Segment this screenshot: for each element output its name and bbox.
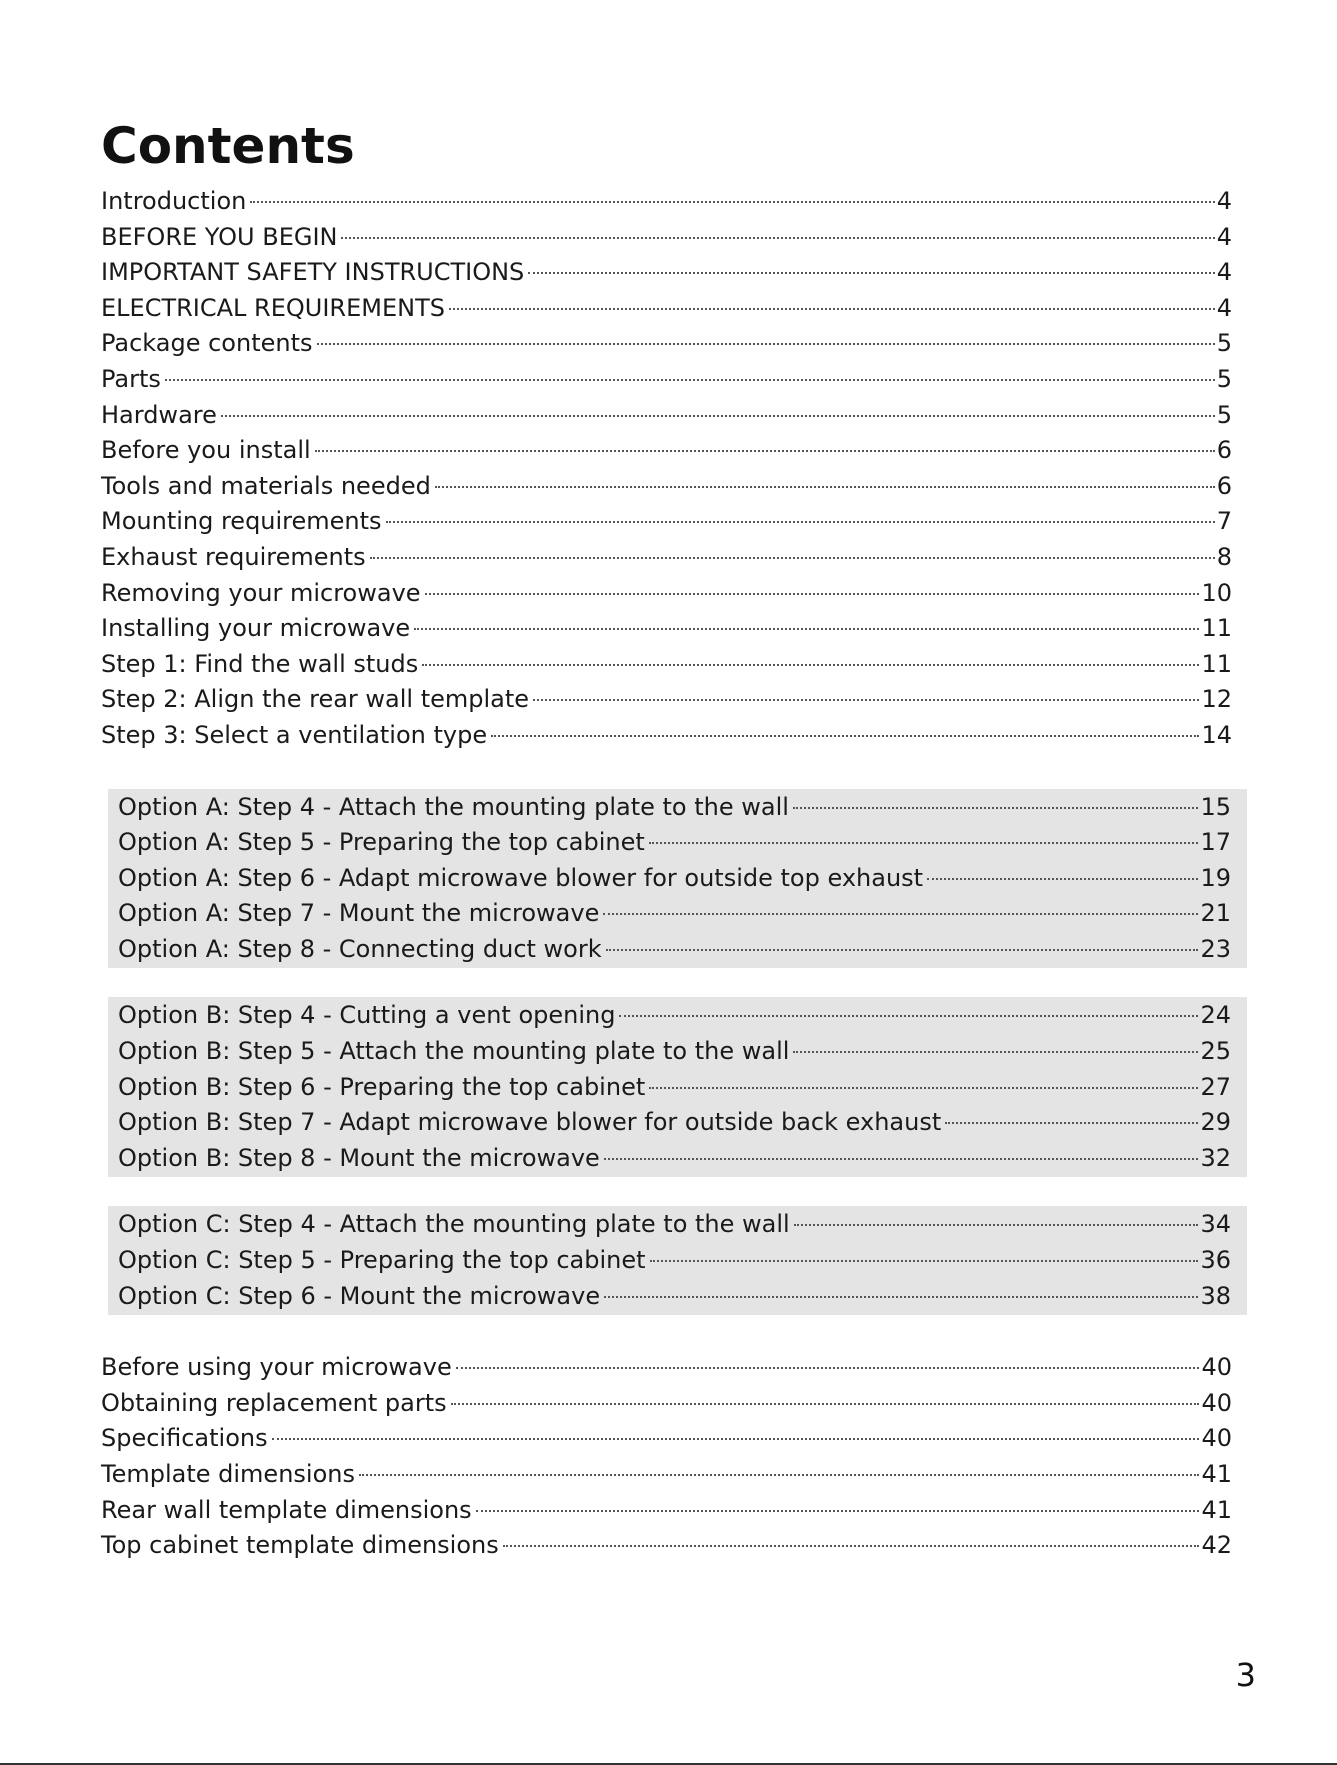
toc-entry[interactable] xyxy=(101,576,1232,612)
toc-entry-title: Parts xyxy=(101,364,161,393)
toc-entry[interactable] xyxy=(118,1141,1231,1177)
toc-entry-page: 36 xyxy=(1200,1246,1231,1275)
dot-leader xyxy=(945,1122,1198,1124)
dot-leader xyxy=(425,593,1200,595)
toc-entry-title: Option B: Step 4 - Cutting a vent opening xyxy=(118,1001,616,1030)
toc-entry-page: 6 xyxy=(1216,436,1232,465)
toc-entry-page: 4 xyxy=(1216,293,1232,322)
toc-entry[interactable] xyxy=(101,647,1232,683)
toc-entry[interactable] xyxy=(101,682,1232,718)
toc-entry-page: 10 xyxy=(1201,578,1232,607)
toc-entry-title: Installing your microwave xyxy=(101,614,411,643)
toc-entry[interactable] xyxy=(101,1493,1232,1529)
toc-entry[interactable] xyxy=(101,718,1232,754)
toc-entry[interactable] xyxy=(101,540,1232,576)
toc-entry-page: 4 xyxy=(1216,222,1232,251)
toc-entry[interactable] xyxy=(118,1070,1231,1106)
dot-leader xyxy=(649,1087,1198,1089)
toc-entry[interactable] xyxy=(101,184,1232,220)
toc-entry-title: BEFORE YOU BEGIN xyxy=(101,222,338,251)
toc-entry-page: 38 xyxy=(1200,1281,1231,1310)
toc-entry-page: 40 xyxy=(1201,1388,1232,1417)
toc-entry-title: Specifications xyxy=(101,1424,268,1453)
toc-entry-page: 12 xyxy=(1201,685,1232,714)
toc-entry-title: Obtaining replacement parts xyxy=(101,1388,447,1417)
toc-entry-title: Option A: Step 8 - Connecting duct work xyxy=(118,934,602,963)
toc-entry-title: Template dimensions xyxy=(101,1460,355,1488)
toc-entry-title: Option A: Step 5 - Preparing the top cabinet xyxy=(118,828,645,857)
toc-entry[interactable] xyxy=(118,861,1231,897)
toc-entry[interactable] xyxy=(118,932,1231,968)
toc-entry[interactable] xyxy=(101,255,1232,291)
dot-leader xyxy=(449,308,1215,310)
toc-entry[interactable] xyxy=(118,1105,1231,1141)
dot-leader xyxy=(456,1367,1200,1369)
toc-entry[interactable] xyxy=(101,1528,1232,1564)
dot-leader xyxy=(606,949,1199,951)
toc-entry-title: Option B: Step 5 - Attach the mounting plate to the wall xyxy=(118,1037,790,1066)
toc-entry[interactable] xyxy=(101,1421,1232,1457)
toc-option-a-section xyxy=(108,789,1247,969)
toc-entry[interactable] xyxy=(101,398,1232,434)
toc-entry-title: Before using your microwave xyxy=(101,1353,452,1382)
toc-entry-title: Exhaust requirements xyxy=(101,542,366,571)
toc-entry[interactable] xyxy=(118,998,1231,1034)
toc-entry-page: 15 xyxy=(1200,792,1231,821)
toc-entry-page: 4 xyxy=(1216,187,1232,215)
dot-leader xyxy=(315,450,1215,452)
dot-leader xyxy=(414,628,1199,630)
dot-leader xyxy=(221,415,1215,417)
toc-entry[interactable] xyxy=(118,896,1231,932)
toc-entry-page: 34 xyxy=(1200,1210,1231,1239)
toc-entry[interactable] xyxy=(118,1034,1231,1070)
toc-entry-page: 41 xyxy=(1201,1460,1232,1488)
dot-leader xyxy=(435,486,1215,488)
toc-entry-page: 6 xyxy=(1216,471,1232,500)
toc-entry-page: 5 xyxy=(1216,329,1232,358)
toc-entry-title: Rear wall template dimensions xyxy=(101,1495,472,1524)
toc-entry-title: Removing your microwave xyxy=(101,578,421,607)
toc-entry[interactable] xyxy=(101,469,1232,505)
dot-leader xyxy=(272,1438,1200,1440)
toc-entry-page: 27 xyxy=(1200,1072,1231,1101)
dot-leader xyxy=(370,557,1215,559)
toc-entry[interactable] xyxy=(101,362,1232,398)
toc-entry-page: 25 xyxy=(1200,1037,1231,1066)
dot-leader xyxy=(649,842,1199,844)
dot-leader xyxy=(604,1158,1199,1160)
toc-entry-title: Option A: Step 7 - Mount the microwave xyxy=(118,899,600,928)
toc-entry-title: Option A: Step 4 - Attach the mounting plate to the wall xyxy=(118,792,789,821)
toc-entry[interactable] xyxy=(101,326,1232,362)
dot-leader xyxy=(650,1260,1199,1262)
toc-entry-page: 32 xyxy=(1200,1143,1231,1172)
page-number: 3 xyxy=(1235,1656,1256,1694)
dot-leader xyxy=(359,1474,1199,1476)
dot-leader xyxy=(491,735,1199,737)
dot-leader xyxy=(165,379,1215,381)
toc-entry-page: 42 xyxy=(1201,1531,1232,1560)
toc-entry-page: 24 xyxy=(1200,1001,1231,1030)
toc-entry-title: Option B: Step 6 - Preparing the top cabinet xyxy=(118,1072,646,1101)
toc-entry-page: 21 xyxy=(1200,899,1231,928)
dot-leader xyxy=(793,807,1199,809)
toc-entry-title: Package contents xyxy=(101,329,313,358)
dot-leader xyxy=(503,1545,1200,1547)
toc-entry-page: 11 xyxy=(1201,614,1232,643)
toc-entry-title: Introduction xyxy=(101,187,247,215)
toc-entry[interactable] xyxy=(118,1279,1231,1315)
toc-entry-title: Mounting requirements xyxy=(101,507,382,536)
toc-entry-title: Step 3: Select a ventilation type xyxy=(101,720,488,749)
dot-leader xyxy=(528,272,1214,274)
page-title: Contents xyxy=(101,117,355,175)
dot-leader xyxy=(422,664,1199,666)
toc-entry[interactable] xyxy=(118,1207,1231,1243)
dot-leader xyxy=(317,343,1215,345)
dot-leader xyxy=(533,699,1199,701)
toc-entry-page: 40 xyxy=(1201,1353,1232,1382)
toc-entry-page: 7 xyxy=(1216,507,1232,536)
dot-leader xyxy=(476,1510,1200,1512)
toc-entry-title: Hardware xyxy=(101,400,217,429)
dot-leader xyxy=(451,1403,1200,1405)
toc-entry[interactable] xyxy=(118,825,1231,861)
toc-entry-page: 40 xyxy=(1201,1424,1232,1453)
toc-entry-title: Option B: Step 7 - Adapt microwave blower for outside back exhaust xyxy=(118,1108,942,1137)
toc-entry-page: 23 xyxy=(1200,934,1231,963)
dot-leader xyxy=(619,1015,1198,1017)
toc-entry[interactable] xyxy=(101,611,1232,647)
dot-leader xyxy=(250,201,1214,203)
toc-entry-title: Top cabinet template dimensions xyxy=(101,1531,499,1560)
table-of-contents xyxy=(101,184,1232,1564)
toc-entry[interactable] xyxy=(101,1386,1232,1422)
toc-entry-page: 8 xyxy=(1216,542,1232,571)
toc-entry-title: Before you install xyxy=(101,436,311,465)
dot-leader xyxy=(794,1224,1199,1226)
toc-entry-page: 41 xyxy=(1201,1495,1232,1524)
toc-entry-title: Option A: Step 6 - Adapt microwave blower for outside top exhaust xyxy=(118,863,924,892)
toc-entry-page: 19 xyxy=(1200,863,1231,892)
dot-leader xyxy=(927,878,1198,880)
dot-leader xyxy=(386,521,1215,523)
toc-entry[interactable] xyxy=(118,790,1231,826)
toc-entry-page: 17 xyxy=(1200,828,1231,857)
toc-entry-title: Option B: Step 8 - Mount the microwave xyxy=(118,1143,600,1172)
toc-entry-title: Option C: Step 6 - Mount the microwave xyxy=(118,1281,601,1310)
toc-entry-title: Option C: Step 5 - Preparing the top cabinet xyxy=(118,1246,646,1275)
toc-entry-title: Step 1: Find the wall studs xyxy=(101,649,419,678)
toc-option-b-section xyxy=(108,997,1247,1177)
toc-main-section xyxy=(101,184,1232,754)
toc-entry-page: 4 xyxy=(1216,258,1232,287)
toc-entry-title: ELECTRICAL REQUIREMENTS xyxy=(101,293,445,322)
toc-entry[interactable] xyxy=(101,220,1232,256)
toc-entry-page: 11 xyxy=(1201,649,1232,678)
dot-leader xyxy=(604,1296,1198,1298)
toc-entry-title: Tools and materials needed xyxy=(101,471,431,500)
toc-entry[interactable] xyxy=(101,433,1232,469)
dot-leader xyxy=(341,237,1214,239)
toc-entry[interactable] xyxy=(101,1350,1232,1386)
toc-entry-page: 29 xyxy=(1200,1108,1231,1137)
dot-leader xyxy=(603,913,1198,915)
toc-entry-title: IMPORTANT SAFETY INSTRUCTIONS xyxy=(101,258,525,287)
dot-leader xyxy=(793,1051,1198,1053)
toc-entry[interactable] xyxy=(101,504,1232,540)
toc-option-c-section xyxy=(108,1206,1247,1315)
toc-entry-page: 5 xyxy=(1216,400,1232,429)
toc-entry[interactable] xyxy=(118,1243,1231,1279)
toc-entry-title: Step 2: Align the rear wall template xyxy=(101,685,530,714)
toc-closing-section xyxy=(101,1350,1232,1564)
toc-entry-page: 5 xyxy=(1216,364,1232,393)
toc-entry-title: Option C: Step 4 - Attach the mounting plate to the wall xyxy=(118,1210,790,1239)
toc-entry-page: 14 xyxy=(1201,720,1232,749)
toc-entry[interactable] xyxy=(101,291,1232,327)
toc-entry[interactable] xyxy=(101,1457,1232,1493)
